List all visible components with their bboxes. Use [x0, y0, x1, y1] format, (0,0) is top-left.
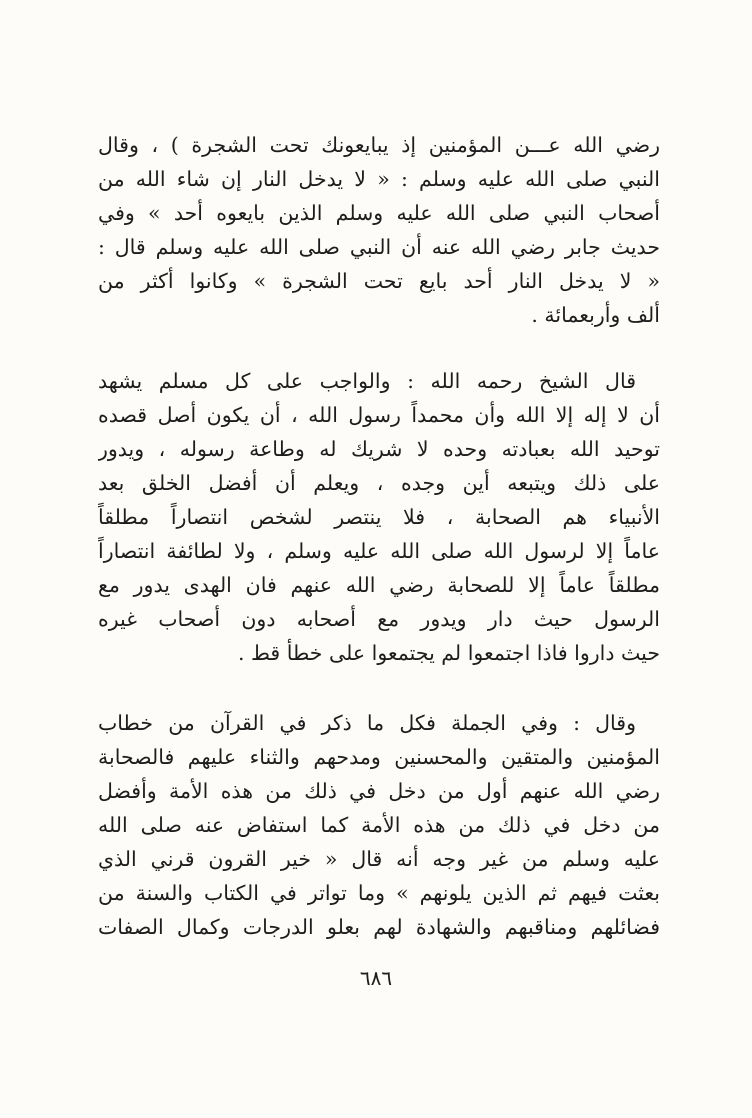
- page-number: ٦٨٦: [359, 966, 393, 990]
- text-line: وقال : وفي الجملة فكل ما ذكر في القرآن من خطاب: [98, 711, 636, 735]
- text-line: المؤمنين والمتقين والمحسنين ومدحهم والثناء عليهم فالصحابة: [98, 745, 660, 769]
- text-line: بعثت فيهم ثم الذين يلونهم » وما تواتر في الكتاب والسنة من: [98, 881, 660, 905]
- text-line: أن لا إله إلا الله وأن محمداً رسول الله ، أن يكون أصل قصده: [98, 403, 660, 427]
- text-line: حديث جابر رضي الله عنه أن النبي صلى الله عليه وسلم قال :: [98, 235, 660, 259]
- text-line: فضائلهم ومناقبهم والشهادة لهم بعلو الدرجات وكمال الصفات: [98, 915, 660, 939]
- paragraph-1: [98, 128, 660, 332]
- text-line: « لا يدخل النار أحد بايع تحت الشجرة » وكانوا أكثر من: [98, 269, 660, 293]
- text-line: توحيد الله بعبادته وحده لا شريك له وطاعة رسوله ، ويدور: [98, 437, 660, 461]
- text-line: رضي الله عـــن المؤمنين إذ يبايعونك تحت الشجرة ) ، وقال: [98, 133, 660, 157]
- text-line: الأنبياء هم الصحابة ، فلا ينتصر لشخص انتصاراً مطلقاً: [98, 505, 660, 529]
- text-line: عاماً إلا لرسول الله صلى الله عليه وسلم ، ولا لطائفة انتصاراً: [98, 539, 660, 563]
- text-line: النبي صلى الله عليه وسلم : « لا يدخل النار إن شاء الله من: [98, 167, 660, 191]
- text-line: من دخل في ذلك من هذه الأمة كما استفاض عنه صلى الله: [98, 813, 660, 837]
- text-line: أصحاب النبي صلى الله عليه وسلم الذين بايعوه أحد » وفي: [98, 201, 660, 225]
- paragraph-3: [98, 706, 660, 944]
- text-line: الرسول حيث دار ويدور مع أصحابه دون أصحاب غيره: [98, 607, 660, 631]
- text-line: عليه وسلم من غير وجه أنه قال « خير القرون قرني الذي: [98, 847, 660, 871]
- text-line: رضي الله عنهم أول من دخل في ذلك من هذه الأمة وأفضل: [98, 779, 660, 803]
- text-line: قال الشيخ رحمه الله : والواجب على كل مسلم يشهد: [98, 369, 636, 393]
- text-line: مطلقاً عاماً إلا للصحابة رضي الله عنهم فان الهدى يدور مع: [98, 573, 660, 597]
- text-line: على ذلك ويتبعه أين وجده ، ويعلم أن أفضل الخلق بعد: [98, 471, 660, 495]
- paragraph-2: [98, 364, 660, 670]
- text-line: حيث داروا فاذا اجتمعوا لم يجتمعوا على خطأ قط .: [237, 641, 660, 665]
- text-line: ألف وأربعمائة .: [531, 303, 660, 327]
